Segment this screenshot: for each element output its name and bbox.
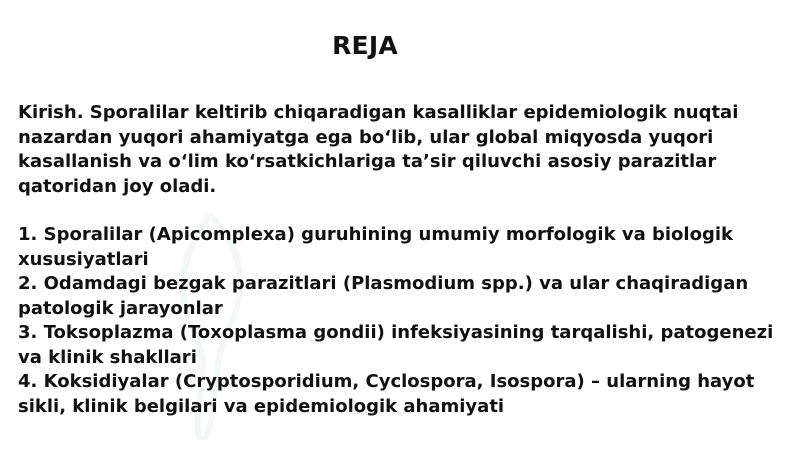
list-item: 4. Koksidiyalar (Cryptosporidium, Cyclospora, Isospora) – ularning hayot sikli, klinik belgilari va epidemiologik ahamiyati xyxy=(18,371,755,417)
slide-title: REJA xyxy=(332,31,398,60)
list-item: 2. Odamdagi bezgak parazitlari (Plasmodium spp.) va ular chaqiradigan patologik jarayonlar xyxy=(18,273,749,319)
outline-list xyxy=(18,223,788,419)
list-item: 3. Toksoplazma (Toxoplasma gondii) infeksiyasining tarqalishi, patogenezi va klinik shakllari xyxy=(18,322,774,368)
slide-content xyxy=(18,101,788,419)
intro-paragraph: Kirish. Sporalilar keltirib chiqaradigan kasalliklar epidemiologik nuqtai nazardan yuqori ahamiyatga ega bo‘lib, ular global miqyosda yuqori kasallanish va o‘lim ko‘rsatkichlariga ta’sir qiluvchi asosiy parazitlar qatoridan joy oladi. xyxy=(18,102,739,197)
list-item: 1. Sporalilar (Apicomplexa) guruhining umumiy morfologik va biologik xususiyatlari xyxy=(18,224,733,270)
